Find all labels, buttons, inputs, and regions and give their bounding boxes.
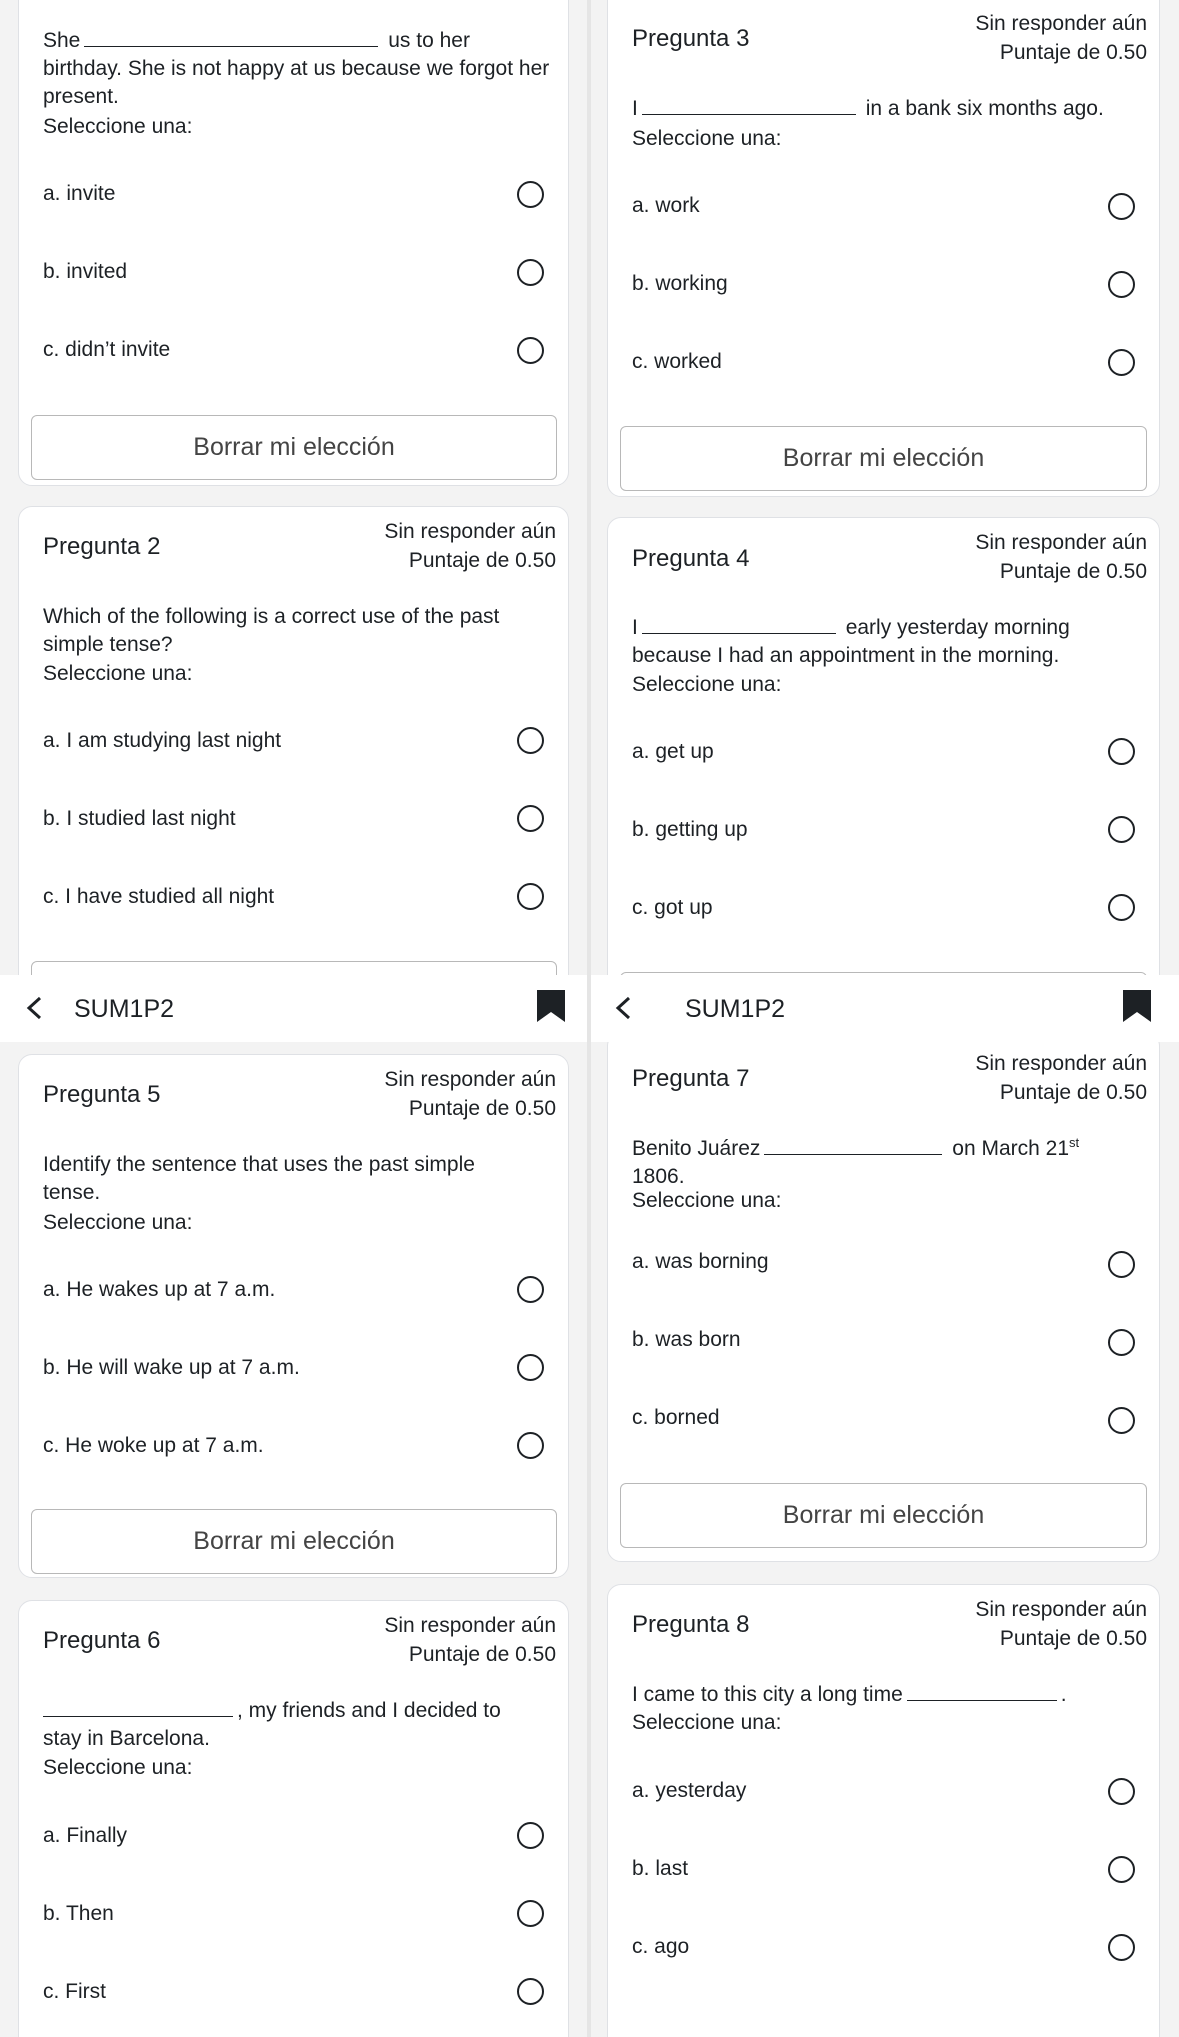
answer-blank xyxy=(84,45,378,47)
select-label: Seleccione una: xyxy=(43,662,193,685)
question-7-status: Sin responder aún Puntaje de 0.50 xyxy=(975,1052,1147,1104)
option-c-label: c. borned xyxy=(632,1406,720,1429)
question-3-text: I in a bank six months ago. xyxy=(632,97,1104,120)
option-c-radio[interactable] xyxy=(517,1432,544,1459)
question-3-card xyxy=(607,0,1160,497)
option-c-label: c. First xyxy=(43,1980,106,2003)
option-b-radio[interactable] xyxy=(1108,271,1135,298)
question-6-title: Pregunta 6 xyxy=(43,1627,161,1654)
select-label: Seleccione una: xyxy=(43,1756,193,1779)
pane-bottom-left xyxy=(0,1042,587,2037)
answer-blank xyxy=(43,1715,233,1717)
bookmark-icon[interactable] xyxy=(537,990,565,1022)
option-a-label: a. Finally xyxy=(43,1824,128,1847)
question-5-status: Sin responder aún Puntaje de 0.50 xyxy=(384,1068,556,1120)
question-4-text: I early yesterday morning because I had an appointment in the morning. xyxy=(632,616,1070,667)
nav-bar xyxy=(0,975,587,1043)
nav-title: SUM1P2 xyxy=(74,995,175,1023)
nav-title: SUM1P2 xyxy=(685,995,786,1023)
option-c-label: c. got up xyxy=(632,896,713,919)
option-a-radio[interactable] xyxy=(1108,193,1135,220)
option-a-radio[interactable] xyxy=(517,727,544,754)
answer-blank xyxy=(764,1153,942,1155)
option-c-radio[interactable] xyxy=(1108,349,1135,376)
option-c-label: c. didn’t invite xyxy=(43,338,171,361)
pane-bottom-right xyxy=(591,1042,1179,2037)
option-b-label: b. I studied last night xyxy=(43,807,236,830)
question-8-card xyxy=(607,1584,1160,2037)
question-1-text: She us to her birthday. She is not happy at us because we forgot her present. xyxy=(43,29,550,108)
question-6-card xyxy=(18,1600,569,2037)
option-a-label: a. yesterday xyxy=(632,1779,747,1802)
option-b-label: b. working xyxy=(632,272,728,295)
option-a-label: a. He wakes up at 7 a.m. xyxy=(43,1278,276,1301)
option-b-label: b. getting up xyxy=(632,818,748,841)
option-c-label: c. I have studied all night xyxy=(43,885,275,908)
back-chevron-icon[interactable] xyxy=(22,995,48,1021)
option-c-label: c. worked xyxy=(632,350,722,373)
option-b-label: b. He will wake up at 7 a.m. xyxy=(43,1356,300,1379)
option-a-radio[interactable] xyxy=(1108,1778,1135,1805)
question-1-card xyxy=(18,0,569,486)
option-c-radio[interactable] xyxy=(1108,894,1135,921)
option-c-label: c. He woke up at 7 a.m. xyxy=(43,1434,264,1457)
option-c-radio[interactable] xyxy=(517,883,544,910)
option-b-label: b. Then xyxy=(43,1902,114,1925)
question-6-text: , my friends and I decided to stay in Barcelona. xyxy=(43,1699,501,1750)
question-7-title: Pregunta 7 xyxy=(632,1065,750,1092)
answer-blank xyxy=(642,632,836,634)
option-b-radio[interactable] xyxy=(1108,816,1135,843)
option-a-radio[interactable] xyxy=(1108,738,1135,765)
option-b-radio[interactable] xyxy=(517,805,544,832)
answer-blank xyxy=(907,1699,1057,1701)
question-7-card xyxy=(607,1042,1160,1562)
option-a-label: a. I am studying last night xyxy=(43,729,282,752)
option-a-radio[interactable] xyxy=(517,1276,544,1303)
question-3-title: Pregunta 3 xyxy=(632,25,750,52)
option-b-radio[interactable] xyxy=(517,1354,544,1381)
option-a-label: a. get up xyxy=(632,740,714,763)
bookmark-icon[interactable] xyxy=(1123,990,1151,1022)
select-label: Seleccione una: xyxy=(632,673,782,696)
option-c-radio[interactable] xyxy=(517,1978,544,2005)
option-a-radio[interactable] xyxy=(517,181,544,208)
option-c-radio[interactable] xyxy=(517,337,544,364)
question-4-card xyxy=(607,517,1160,985)
question-4-status: Sin responder aún Puntaje de 0.50 xyxy=(975,531,1147,583)
question-8-title: Pregunta 8 xyxy=(632,1611,750,1638)
question-5-card xyxy=(18,1054,569,1578)
option-b-label: b. invited xyxy=(43,260,128,283)
option-b-radio[interactable] xyxy=(517,1900,544,1927)
clear-choice-button[interactable]: Borrar mi elección xyxy=(620,1483,1147,1548)
select-label: Seleccione una: xyxy=(43,1211,193,1234)
option-a-radio[interactable] xyxy=(517,1822,544,1849)
pane-top-right xyxy=(591,0,1179,985)
question-3-status: Sin responder aún Puntaje de 0.50 xyxy=(975,12,1147,64)
option-c-label: c. ago xyxy=(632,1935,690,1958)
back-chevron-icon[interactable] xyxy=(611,995,637,1021)
option-b-radio[interactable] xyxy=(1108,1856,1135,1883)
select-label: Seleccione una: xyxy=(632,1189,782,1212)
question-8-status: Sin responder aún Puntaje de 0.50 xyxy=(975,1598,1147,1650)
question-4-title: Pregunta 4 xyxy=(632,545,750,572)
select-label: Seleccione una: xyxy=(43,115,193,138)
question-2-card xyxy=(18,506,569,990)
option-b-radio[interactable] xyxy=(1108,1329,1135,1356)
option-b-label: b. was born xyxy=(632,1328,741,1351)
select-label: Seleccione una: xyxy=(632,1711,782,1734)
question-2-title: Pregunta 2 xyxy=(43,533,161,560)
option-c-radio[interactable] xyxy=(1108,1934,1135,1961)
nav-bar xyxy=(591,975,1179,1043)
clear-choice-button[interactable]: Borrar mi elección xyxy=(31,1509,557,1574)
question-6-status: Sin responder aún Puntaje de 0.50 xyxy=(384,1614,556,1666)
answer-blank xyxy=(642,113,856,115)
option-a-label: a. work xyxy=(632,194,700,217)
question-2-text: Which of the following is a correct use of the past simple tense? xyxy=(43,605,500,656)
option-a-label: a. was borning xyxy=(632,1250,769,1273)
question-7-text: Benito Juárez on March 21st 1806. xyxy=(632,1135,1080,1188)
option-b-radio[interactable] xyxy=(517,259,544,286)
option-c-radio[interactable] xyxy=(1108,1407,1135,1434)
option-b-label: b. last xyxy=(632,1857,689,1880)
question-5-title: Pregunta 5 xyxy=(43,1081,161,1108)
select-label: Seleccione una: xyxy=(632,127,782,150)
clear-choice-button[interactable]: Borrar mi elección xyxy=(31,415,557,480)
question-8-text: I came to this city a long time . xyxy=(632,1683,1067,1706)
clear-choice-button[interactable]: Borrar mi elección xyxy=(620,426,1147,491)
option-a-radio[interactable] xyxy=(1108,1251,1135,1278)
pane-top-left xyxy=(0,0,587,990)
question-2-status: Sin responder aún Puntaje de 0.50 xyxy=(384,520,556,572)
question-5-text: Identify the sentence that uses the past simple tense. xyxy=(43,1153,475,1204)
option-a-label: a. invite xyxy=(43,182,116,205)
